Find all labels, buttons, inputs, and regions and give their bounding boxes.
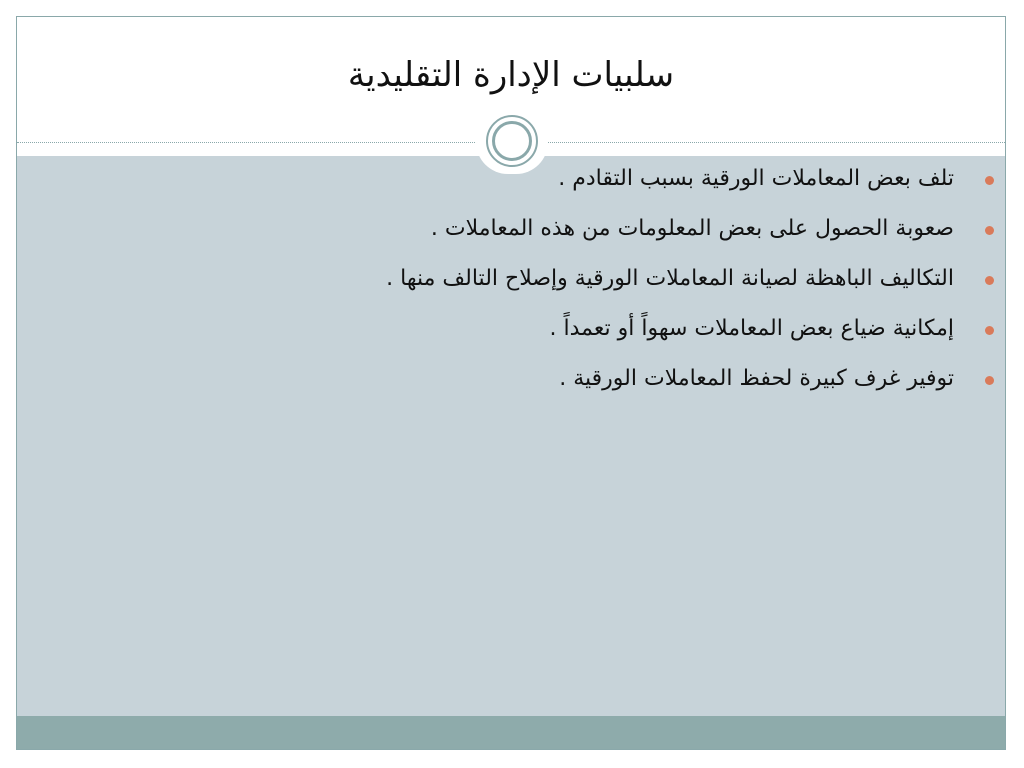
slide-title: سلبيات الإدارة التقليدية: [347, 55, 675, 95]
bullet-text: تلف بعض المعاملات الورقية بسبب التقادم .: [558, 166, 954, 191]
dot-bullet-icon: [985, 376, 994, 385]
ring-inner: [492, 121, 532, 161]
bullet-text: صعوبة الحصول على بعض المعلومات من هذه المعاملات .: [430, 216, 954, 241]
bullet-item: [174, 210, 994, 260]
bullet-text: التكاليف الباهظة لصيانة المعاملات الورقية وإصلاح التالف منها .: [386, 266, 954, 291]
bullet-item: [174, 260, 994, 310]
dot-bullet-icon: [985, 226, 994, 235]
bullet-list: [174, 160, 994, 410]
bullet-text: إمكانية ضياع بعض المعاملات سهواً أو تعمداً .: [549, 316, 954, 341]
dot-bullet-icon: [985, 276, 994, 285]
bullet-item: [174, 310, 994, 360]
dot-bullet-icon: [985, 176, 994, 185]
bullet-text: توفير غرف كبيرة لحفظ المعاملات الورقية .: [559, 366, 954, 391]
bullet-item: [174, 360, 994, 410]
bullet-item: [174, 160, 994, 210]
footer-bar: [17, 716, 1005, 750]
dot-bullet-icon: [985, 326, 994, 335]
